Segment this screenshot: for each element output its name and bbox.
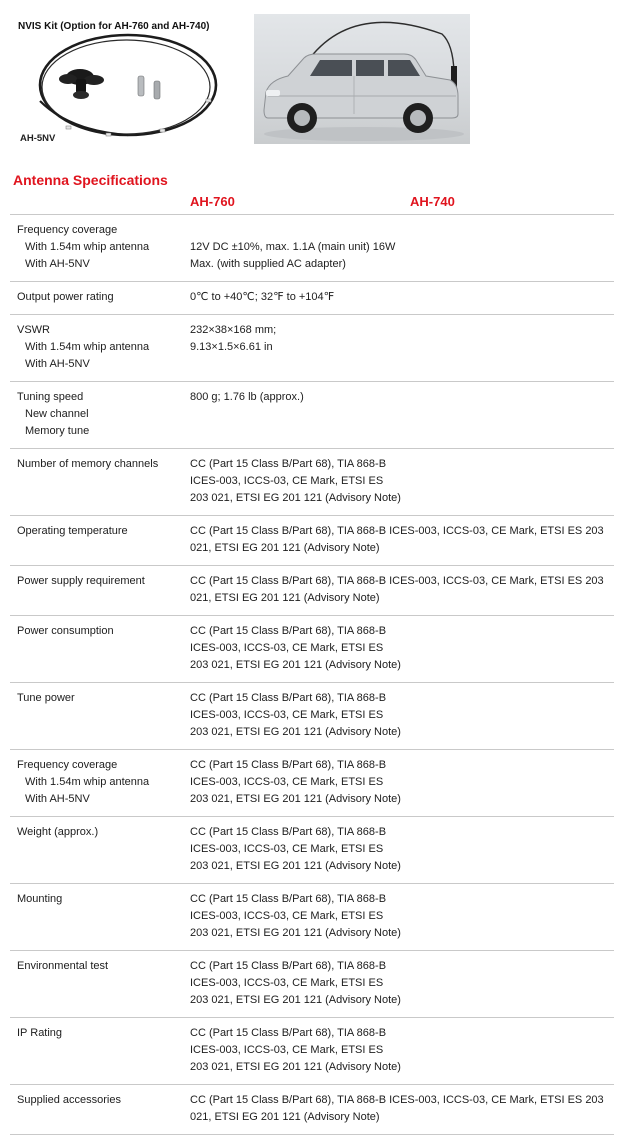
spec-sublabel: With AH-5NV	[25, 258, 90, 270]
spec-label-cell	[10, 222, 190, 273]
spec-value-line: 203 021, ETSI EG 201 121 (Advisory Note)	[190, 659, 401, 671]
spec-label: Tune power	[17, 692, 75, 704]
spec-label-cell	[10, 1025, 190, 1076]
spec-sublabel: With AH-5NV	[25, 793, 90, 805]
spec-value-line: 021, ETSI EG 201 121 (Advisory Note)	[190, 1111, 380, 1123]
column-header-ah-740: AH-740	[410, 194, 455, 209]
spec-value-cell	[190, 1025, 614, 1076]
spec-value-line: CC (Part 15 Class B/Part 68), TIA 868-B	[190, 759, 387, 771]
spec-label-cell	[10, 289, 190, 306]
spec-row	[10, 382, 614, 449]
spec-value-cell	[190, 322, 614, 373]
spec-row	[10, 884, 614, 951]
spec-value-line: CC (Part 15 Class B/Part 68), TIA 868-B ICES-003, ICCS-03, CE Mark, ETSI ES 203	[190, 575, 604, 587]
spec-label-cell	[10, 573, 190, 607]
spec-value-line: 203 021, ETSI EG 201 121 (Advisory Note)	[190, 793, 401, 805]
spec-label-cell	[10, 1092, 190, 1126]
spec-value-line: CC (Part 15 Class B/Part 68), TIA 868-B	[190, 960, 387, 972]
spec-value-cell	[190, 573, 614, 607]
spec-value-line: Max. (with supplied AC adapter)	[190, 258, 346, 270]
nvis-kit-image	[10, 13, 222, 146]
spec-value-line: 021, ETSI EG 201 121 (Advisory Note)	[190, 592, 380, 604]
spec-label: Number of memory channels	[17, 458, 159, 470]
spec-value-cell	[190, 824, 614, 875]
spec-value-line: 203 021, ETSI EG 201 121 (Advisory Note)	[190, 994, 401, 1006]
spec-row	[10, 951, 614, 1018]
spec-label: Environmental test	[17, 960, 109, 972]
spec-value-cell	[190, 623, 614, 674]
spec-value-line: 12V DC ±10%, max. 1.1A (main unit) 16W	[190, 241, 396, 253]
nvis-kit-illustration	[10, 13, 222, 146]
column-header-ah-760: AH-760	[190, 194, 235, 209]
spec-sublabel: With 1.54m whip antenna	[25, 241, 150, 253]
spec-value-cell	[190, 222, 614, 273]
spec-value-line: CC (Part 15 Class B/Part 68), TIA 868-B ICES-003, ICCS-03, CE Mark, ETSI ES 203	[190, 1094, 604, 1106]
spec-label-cell	[10, 958, 190, 1009]
spec-value-line: 203 021, ETSI EG 201 121 (Advisory Note)	[190, 726, 401, 738]
spec-value-cell	[190, 456, 614, 507]
vehicle-antenna-image	[254, 14, 470, 144]
spec-label-cell	[10, 824, 190, 875]
spec-value-cell	[190, 389, 614, 440]
spec-value-line: CC (Part 15 Class B/Part 68), TIA 868-B	[190, 625, 387, 637]
spec-value-cell	[190, 690, 614, 741]
spec-label: Frequency coverage	[17, 224, 118, 236]
spec-label-cell	[10, 757, 190, 808]
spec-row	[10, 616, 614, 683]
spec-sublabel: New channel	[25, 408, 89, 420]
spec-label-cell	[10, 623, 190, 674]
spec-row	[10, 516, 614, 566]
spec-row	[10, 1085, 614, 1135]
spec-label: Operating temperature	[17, 525, 128, 537]
spec-value-line: CC (Part 15 Class B/Part 68), TIA 868-B	[190, 692, 387, 704]
spec-label-cell	[10, 690, 190, 741]
spec-value-line: 9.13×1.5×6.61 in	[190, 341, 273, 353]
spec-label: Weight (approx.)	[17, 826, 99, 838]
spec-value-line: ICES-003, ICCS-03, CE Mark, ETSI ES	[190, 977, 384, 989]
spec-value-line: ICES-003, ICCS-03, CE Mark, ETSI ES	[190, 843, 384, 855]
spec-value-line: 203 021, ETSI EG 201 121 (Advisory Note)	[190, 1061, 401, 1073]
spec-row	[10, 817, 614, 884]
spec-value-line: ICES-003, ICCS-03, CE Mark, ETSI ES	[190, 776, 384, 788]
spec-label: Output power rating	[17, 291, 114, 303]
spec-label-cell	[10, 322, 190, 373]
spec-label: Tuning speed	[17, 391, 84, 403]
spec-label-cell	[10, 389, 190, 440]
spec-label: VSWR	[17, 324, 50, 336]
spec-value-cell	[190, 757, 614, 808]
spec-row	[10, 282, 614, 315]
spec-value-cell	[190, 523, 614, 557]
spec-value-line: CC (Part 15 Class B/Part 68), TIA 868-B	[190, 893, 387, 905]
spec-value-line: ICES-003, ICCS-03, CE Mark, ETSI ES	[190, 1044, 384, 1056]
spec-label-cell	[10, 891, 190, 942]
spec-row	[10, 449, 614, 516]
spec-value-line: 232×38×168 mm;	[190, 324, 277, 336]
spec-value-line: ICES-003, ICCS-03, CE Mark, ETSI ES	[190, 475, 384, 487]
spec-sublabel: With AH-5NV	[25, 358, 90, 370]
spec-label: Mounting	[17, 893, 63, 905]
spec-value-line: CC (Part 15 Class B/Part 68), TIA 868-B	[190, 1027, 387, 1039]
spec-value-line: CC (Part 15 Class B/Part 68), TIA 868-B	[190, 458, 387, 470]
spec-label: Frequency coverage	[17, 759, 118, 771]
spec-row	[10, 750, 614, 817]
spec-sublabel: Memory tune	[25, 425, 90, 437]
spec-row	[10, 315, 614, 382]
spec-row	[10, 566, 614, 616]
spec-value-cell	[190, 289, 614, 306]
spec-sublabel: With 1.54m whip antenna	[25, 341, 150, 353]
spec-row	[10, 683, 614, 750]
spec-value-line: 203 021, ETSI EG 201 121 (Advisory Note)	[190, 860, 401, 872]
spec-value-line: ICES-003, ICCS-03, CE Mark, ETSI ES	[190, 642, 384, 654]
spec-row	[10, 1018, 614, 1085]
spec-value-line: 203 021, ETSI EG 201 121 (Advisory Note)	[190, 927, 401, 939]
spec-value-cell	[190, 1092, 614, 1126]
spec-label-cell	[10, 523, 190, 557]
spec-value-line: 800 g; 1.76 lb (approx.)	[190, 391, 304, 403]
spec-label: Power consumption	[17, 625, 114, 637]
spec-value-line: 021, ETSI EG 201 121 (Advisory Note)	[190, 542, 380, 554]
spec-label: Power supply requirement	[17, 575, 145, 587]
spec-value-line: 203 021, ETSI EG 201 121 (Advisory Note)	[190, 492, 401, 504]
spec-value-line: CC (Part 15 Class B/Part 68), TIA 868-B	[190, 826, 387, 838]
spec-sublabel: With 1.54m whip antenna	[25, 776, 150, 788]
spec-value-cell	[190, 958, 614, 1009]
spec-row	[10, 215, 614, 282]
specifications-table	[10, 214, 614, 1135]
nvis-kit-model-label: AH-5NV	[20, 133, 56, 144]
spec-value-cell	[190, 891, 614, 942]
spec-value-line: 0℃ to +40℃; 32℉ to +104℉	[190, 291, 335, 303]
suv-illustration	[254, 14, 470, 144]
spec-value-line: ICES-003, ICCS-03, CE Mark, ETSI ES	[190, 709, 384, 721]
nvis-kit-caption: NVIS Kit (Option for AH-760 and AH-740)	[18, 21, 210, 32]
spec-value-line: ICES-003, ICCS-03, CE Mark, ETSI ES	[190, 910, 384, 922]
spec-label: IP Rating	[17, 1027, 63, 1039]
spec-value-line: CC (Part 15 Class B/Part 68), TIA 868-B ICES-003, ICCS-03, CE Mark, ETSI ES 203	[190, 525, 604, 537]
specifications-heading: Antenna Specifications	[13, 172, 168, 188]
spec-label-cell	[10, 456, 190, 507]
spec-label: Supplied accessories	[17, 1094, 121, 1106]
